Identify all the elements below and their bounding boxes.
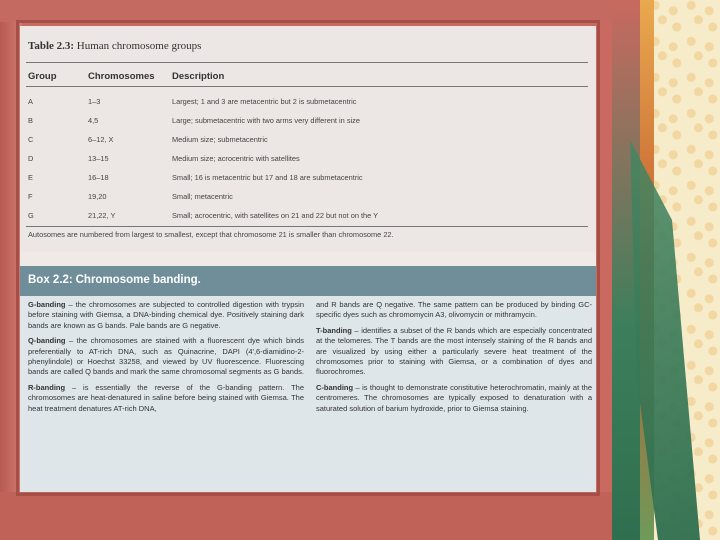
scanned-page [20,26,596,492]
banding-term: R-banding [28,382,66,392]
table-cell-description: Medium size; acrocentric with satellites [172,154,300,163]
banding-term: C-banding [316,382,354,392]
banding-paragraph [28,300,304,331]
banding-text: – identifies a subset of the R bands which are especially concentrated at the telomeres. The T bands are the most intensely staining of the R bands and are visualized by using either a particularly severe heat treatment of the chromosomes prior to staining with Giemsa, or a combination of dyes and fluorochromes. [316,325,592,377]
decorative-floral-panel [612,0,720,540]
table-cell-description: Small; metacentric [172,192,233,201]
box-title-text: Chromosome banding. [75,274,201,286]
table-cell-description: Small; acrocentric, with satellites on 21 and 22 but not on the Y [172,211,379,220]
banding-term: T-banding [316,325,352,335]
banding-paragraph [316,383,592,414]
table-bottom-rule [26,226,588,227]
box-title [28,274,201,286]
table-header-rule [26,86,588,87]
header-description: Description [172,71,225,82]
table-cell-chromosomes: 16–18 [88,173,109,182]
table-cell-group: E [28,173,33,182]
table-cell-group: F [28,192,33,201]
table-cell-chromosomes: 6–12, X [88,135,114,144]
frame-bottom-border [0,492,620,540]
banding-paragraph [316,326,592,378]
table-cell-group: G [28,211,34,220]
box-number: Box 2.2: [28,274,73,286]
banding-text: – the chromosomes are stained with a fluorescent dye which binds preferentially to AT-rich DNA, such as Quinacrine, DAPI (4',6-diamidino-2-phenylindole) or Hoechst 33258, and viewed by UV fluorescence. Fluorescing bands are called Q bands and mark the same chromosomal segments as G bands. [28,336,304,377]
table-top-rule [26,62,588,63]
frame-top-border [0,0,620,22]
banding-text: – the chromosomes are subjected to controlled digestion with trypsin before staining with Giemsa, a DNA-binding chemical dye. Positively staining dark bands are known as G bands. Pale bands are G negative. [28,300,304,330]
table-cell-description: Large; submetacentric with two arms very different in size [172,116,360,125]
table-cell-description: Largest; 1 and 3 are metacentric but 2 is submetacentric [172,97,357,106]
chromosome-banding-box [20,266,596,492]
banding-paragraph [28,383,304,414]
table-cell-group: C [28,135,34,144]
table-caption-title: Human chromosome groups [76,40,202,52]
box-left-column [28,300,304,419]
table-cell-description: Medium size; submetacentric [172,135,268,144]
table-cell-description: Small; 16 is metacentric but 17 and 18 are submetacentric [172,173,363,182]
banding-paragraph [28,336,304,378]
chromosome-groups-table [20,26,596,252]
table-caption-number: Table 2.3: [28,40,75,52]
banding-text: – is essentially the reverse of the G-banding pattern. The chromosomes are heat-denatured in saline before being stained with Giemsa. The heat treatment denatures AT-rich DNA, [28,382,304,413]
table-footnote: Autosomes are numbered from largest to smallest, except that chromosome 21 is smaller than chromosome 22. [28,230,394,239]
header-chromosomes: Chromosomes [88,71,155,82]
table-cell-group: A [28,97,33,106]
header-group: Group [28,71,57,82]
table-cell-chromosomes: 21,22, Y [88,211,116,220]
banding-paragraph [316,300,592,321]
banding-term: Q-banding [28,336,66,346]
table-cell-group: D [28,154,34,163]
box-header [20,266,596,296]
banding-term: G-banding [28,300,66,309]
box-right-column [316,300,592,419]
table-cell-group: B [28,116,33,125]
banding-text: and R bands are Q negative. The same pattern can be produced by binding GC-specific dyes such as chromomycin A3, olivomycin or mithramycin. [316,300,592,320]
table-cell-chromosomes: 4,5 [88,116,99,125]
table-cell-chromosomes: 1–3 [88,97,101,106]
table-caption [28,40,201,52]
table-cell-chromosomes: 19,20 [88,192,107,201]
table-cell-chromosomes: 13–15 [88,154,109,163]
banding-text: – is thought to demonstrate constitutive heterochromatin, mainly at the centromeres. The chromosomes are typically exposed to denaturation with a saturated solution of barium hydroxide, prior to Giemsa staining. [316,382,592,413]
